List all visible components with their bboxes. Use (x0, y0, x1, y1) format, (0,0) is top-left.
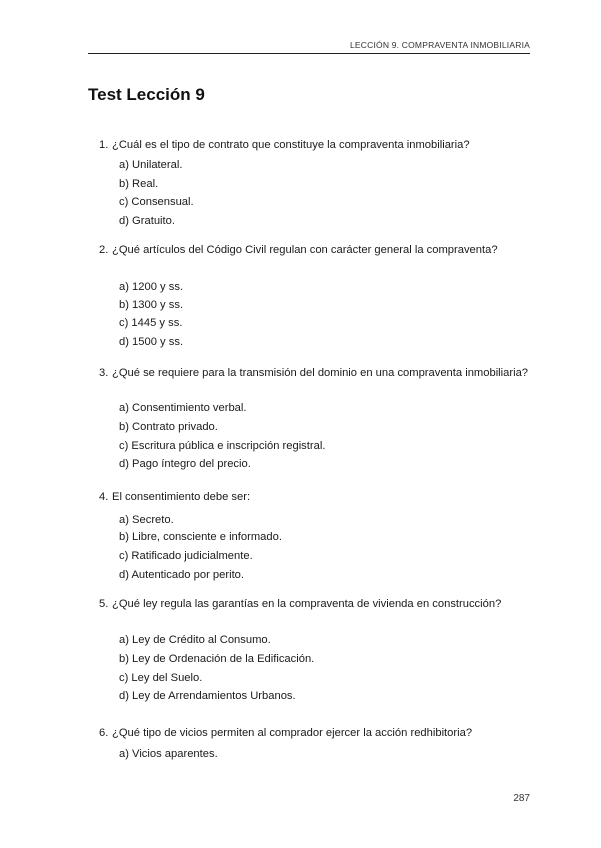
question-3-number: 3. (99, 367, 109, 379)
question-1-option-b: b) Real. (119, 178, 159, 190)
page-title: Test Lección 9 (88, 85, 205, 104)
question-6-stem (88, 725, 530, 741)
question-3-stem (88, 365, 530, 381)
question-4-stem (88, 489, 530, 505)
question-5-text: ¿Qué ley regula las garantías en la compraventa de vivienda en construcción? (112, 598, 502, 610)
question-3-option-a: a) Consentimiento verbal. (119, 402, 247, 414)
question-2-option-d: d) 1500 y ss. (119, 336, 184, 348)
question-2-option-b: b) 1300 y ss. (119, 299, 184, 311)
question-1-stem (88, 137, 530, 153)
question-3-text: ¿Qué se requiere para la transmisión del dominio en una compraventa inmobiliaria? (112, 367, 529, 379)
question-3-option-b: b) Contrato privado. (119, 421, 218, 433)
header-rule (88, 53, 530, 54)
question-4-text: El consentimiento debe ser: (112, 491, 251, 503)
question-6-number: 6. (99, 727, 109, 739)
question-1-text: ¿Cuál es el tipo de contrato que constituye la compraventa inmobiliaria? (112, 139, 470, 151)
question-6-text: ¿Qué tipo de vicios permiten al comprador ejercer la acción redhibitoria? (112, 727, 473, 739)
question-2-stem (88, 242, 530, 258)
question-6-option-a: a) Vicios aparentes. (119, 748, 218, 760)
question-4-option-a: a) Secreto. (119, 514, 174, 526)
running-header: LECCIÓN 9. COMPRAVENTA INMOBILIARIA (349, 40, 530, 50)
question-4-number: 4. (99, 491, 109, 503)
question-5-option-d: d) Ley de Arrendamientos Urbanos. (119, 690, 296, 702)
question-4-option-d: d) Autenticado por perito. (119, 569, 245, 581)
question-2-option-c: c) 1445 y ss. (119, 317, 183, 329)
question-1-option-d: d) Gratuito. (119, 215, 175, 227)
question-1-number: 1. (99, 139, 109, 151)
question-5-option-c: c) Ley del Suelo. (119, 672, 203, 684)
question-1-option-c: c) Consensual. (119, 196, 194, 208)
question-3-option-c: c) Escritura pública e inscripción registral. (119, 440, 326, 452)
question-5-stem (88, 596, 530, 612)
question-4-option-b: b) Libre, consciente e informado. (119, 531, 282, 543)
question-5-number: 5. (99, 598, 109, 610)
question-5-option-b: b) Ley de Ordenación de la Edificación. (119, 653, 315, 665)
question-2-number: 2. (99, 244, 109, 256)
question-2-text: ¿Qué artículos del Código Civil regulan con carácter general la compraventa? (112, 244, 498, 256)
question-3-option-d: d) Pago íntegro del precio. (119, 458, 251, 470)
question-4-option-c: c) Ratificado judicialmente. (119, 550, 253, 562)
question-5-option-a: a) Ley de Crédito al Consumo. (119, 634, 271, 646)
question-1-option-a: a) Unilateral. (119, 159, 183, 171)
page-number: 287 (513, 793, 530, 804)
question-2-option-a: a) 1200 y ss. (119, 281, 184, 293)
